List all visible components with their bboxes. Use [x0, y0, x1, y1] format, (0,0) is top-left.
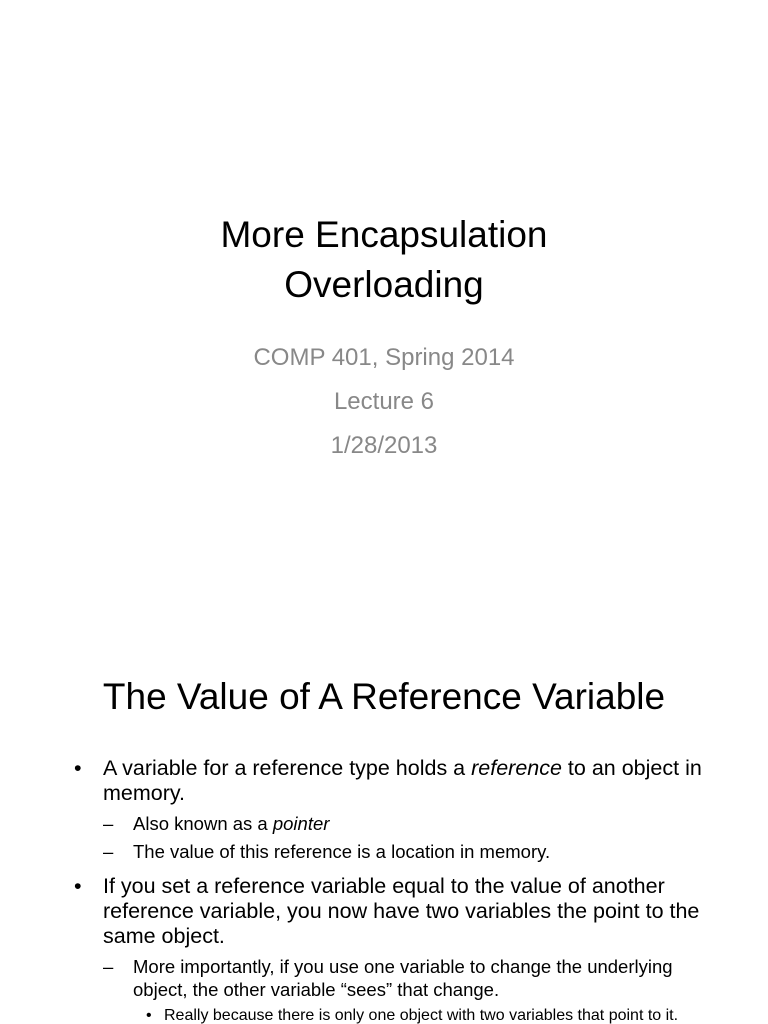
bullet-text-part: to an object in memory.: [103, 756, 702, 805]
bullet-icon: •: [146, 1007, 152, 1024]
slide-body: [74, 756, 714, 1024]
title-line-1: More Encapsulation: [220, 214, 548, 255]
sub-bullet-item: [74, 812, 714, 835]
sub-bullet-text: More importantly, if you use one variable to change the underlying object, the other variable “sees” that change.: [133, 956, 673, 1000]
bullet-icon: •: [74, 874, 82, 898]
content-slide: [0, 576, 768, 1024]
bullet-item: [74, 756, 714, 806]
slide-subtitle: [0, 336, 768, 468]
dash-icon: –: [103, 813, 114, 834]
slide-title: The Value of A Reference Variable: [102, 676, 666, 717]
sub-bullet-text-part: Also known as a: [133, 813, 273, 834]
dash-icon: –: [103, 956, 114, 977]
sub-bullet-text: The value of this reference is a location in memory.: [133, 841, 551, 862]
lecture-label: Lecture 6: [333, 388, 435, 415]
bullet-icon: •: [74, 756, 82, 780]
slide-title: [0, 210, 768, 310]
bullet-text: If you set a reference variable equal to the value of another reference variable, you now have two variables the point to the same object.: [103, 874, 700, 948]
bullet-text-part: A variable for a reference type holds a: [103, 756, 472, 780]
sub-bullet-emphasis: pointer: [272, 813, 330, 834]
sub-bullet-item: [74, 955, 714, 1001]
title-line-2: Overloading: [284, 264, 484, 305]
bullet-item: [74, 874, 714, 949]
sub-bullet-text: [133, 813, 329, 834]
bullet-emphasis: reference: [471, 756, 562, 780]
bullet-text: [103, 756, 702, 805]
course-label: COMP 401, Spring 2014: [253, 344, 515, 371]
sub-sub-bullet-text: Really because there is only one object with two variables that point to it.: [164, 1007, 679, 1024]
sub-sub-bullet-item: [74, 1006, 714, 1024]
date-label: 1/28/2013: [330, 432, 438, 459]
dash-icon: –: [103, 841, 114, 862]
sub-bullet-item: [74, 840, 714, 863]
